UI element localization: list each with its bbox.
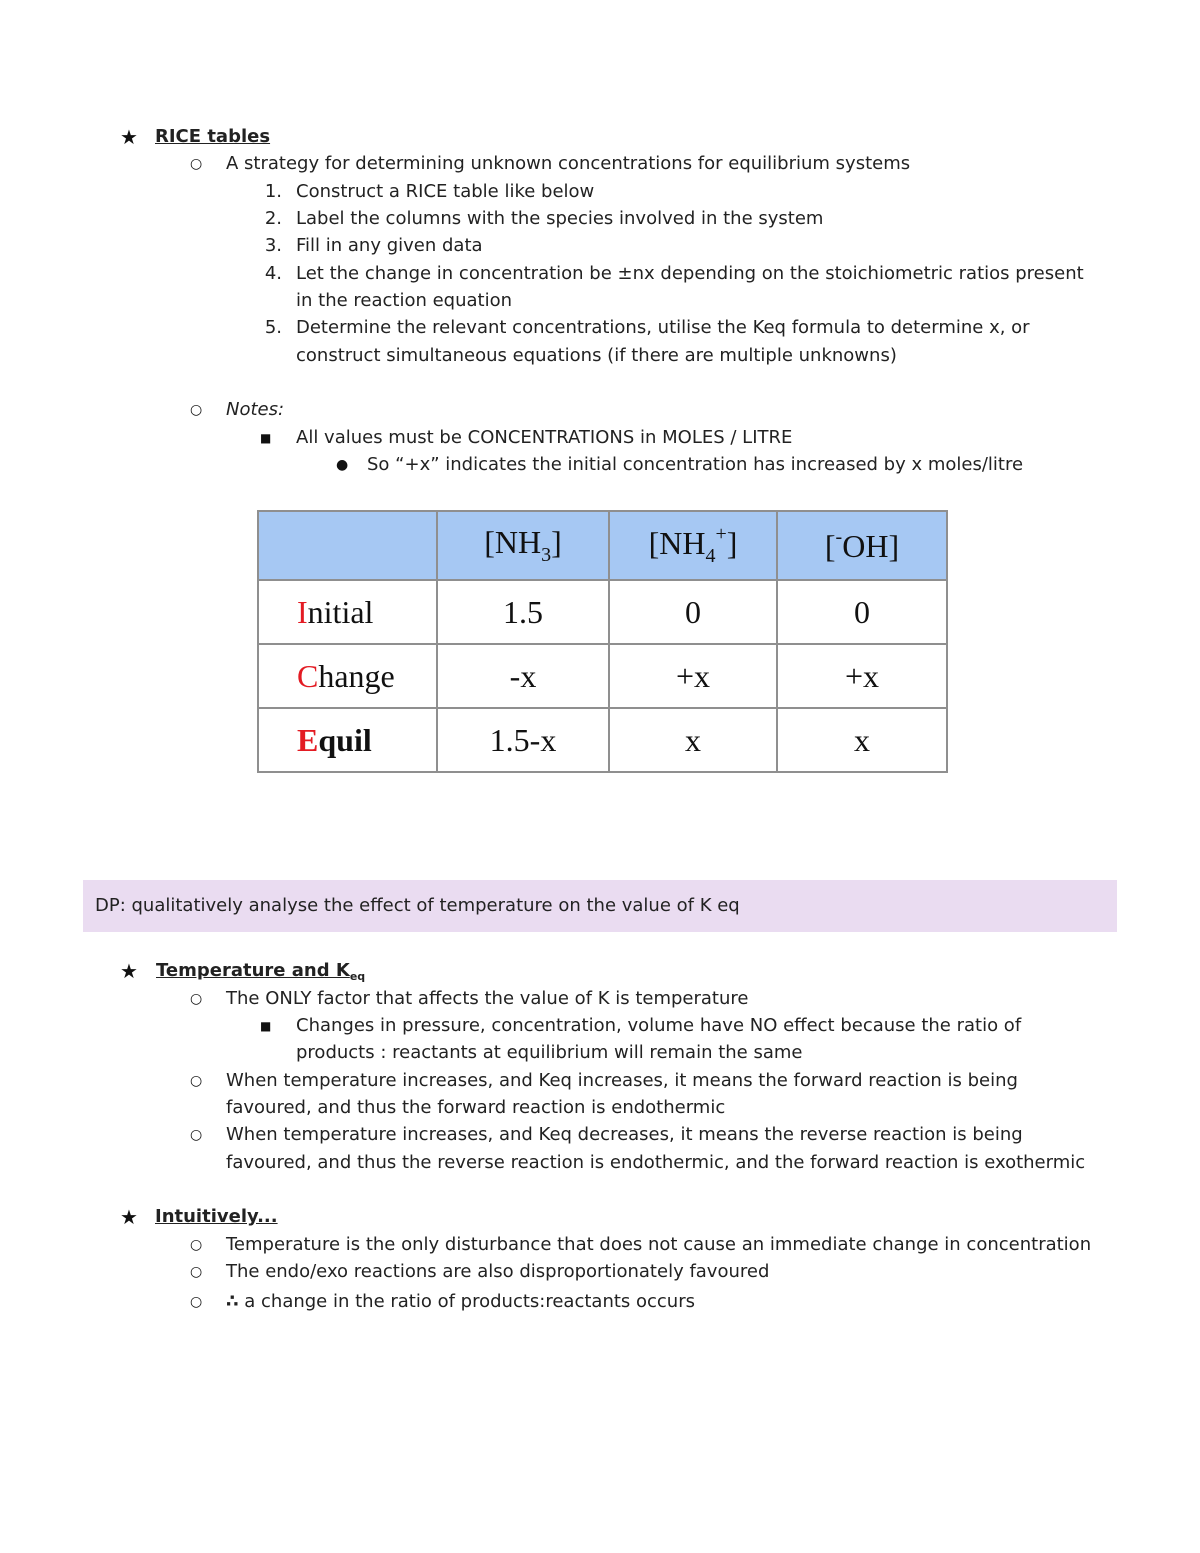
step-number: 3. xyxy=(264,235,282,256)
bullet-text: When temperature increases, and Keq increases, it means the forward reaction is being xyxy=(226,1070,1018,1091)
bullet-text: favoured, and thus the forward reaction is endothermic xyxy=(226,1097,726,1118)
table-cell: x xyxy=(609,708,777,772)
rice-heading: RICE tables xyxy=(155,126,271,147)
bullet-text: Temperature is the only disturbance that does not cause an immediate change in concentration xyxy=(226,1234,1092,1255)
table-header-cell: [-OH] xyxy=(777,511,947,580)
star-bullet-icon: ★ xyxy=(120,959,138,983)
notes-label: Notes: xyxy=(226,399,285,420)
step-number: 2. xyxy=(264,208,282,229)
table-row xyxy=(258,580,947,644)
circle-bullet-icon: ○ xyxy=(190,1127,203,1143)
circle-bullet-icon: ○ xyxy=(190,1073,203,1089)
step-text: Let the change in concentration be ±nx depending on the stoichiometric ratios present xyxy=(296,263,1084,284)
bullet-text: The endo/exo reactions are also disproportionately favoured xyxy=(226,1261,770,1282)
circle-bullet-icon: ○ xyxy=(190,1237,203,1253)
step-number: 4. xyxy=(264,263,282,284)
dot-bullet-icon: ● xyxy=(336,457,349,473)
table-cell: x xyxy=(777,708,947,772)
step-text: Construct a RICE table like below xyxy=(296,181,595,202)
intuitively-heading: Intuitively... xyxy=(155,1206,278,1227)
dot-point-text: DP: qualitatively analyse the effect of temperature on the value of K eq xyxy=(95,895,740,916)
table-cell: 0 xyxy=(609,580,777,644)
table-row xyxy=(258,708,947,772)
table-cell: 0 xyxy=(777,580,947,644)
square-bullet-icon: ■ xyxy=(260,1019,272,1033)
bullet-text: ∴ a change in the ratio of products:reactants occurs xyxy=(226,1291,695,1312)
table-corner-cell xyxy=(258,511,437,580)
bullet-text: favoured, and thus the reverse reaction is endothermic, and the forward reaction is exothermic xyxy=(226,1152,1086,1173)
row-label: Initial xyxy=(258,580,437,644)
dot-point-box xyxy=(83,880,1117,932)
star-bullet-icon: ★ xyxy=(120,125,138,149)
step-number: 5. xyxy=(264,317,282,338)
step-text: in the reaction equation xyxy=(296,290,513,311)
row-label: Equil xyxy=(258,708,437,772)
step-text: construct simultaneous equations (if there are multiple unknowns) xyxy=(296,345,897,366)
table-header-row xyxy=(258,511,947,580)
table-cell: +x xyxy=(609,644,777,708)
rice-table xyxy=(257,510,948,773)
rice-definition: A strategy for determining unknown concentrations for equilibrium systems xyxy=(226,153,911,174)
note-text: So “+x” indicates the initial concentration has increased by x moles/litre xyxy=(367,454,1024,475)
circle-bullet-icon: ○ xyxy=(190,402,203,418)
table-row xyxy=(258,644,947,708)
table-header-cell: $[NH_4^+]$ xyxy=(609,511,777,580)
circle-bullet-icon: ○ xyxy=(190,156,203,172)
temperature-heading: Temperature and $K_{eq}$ xyxy=(156,960,366,983)
bullet-text: Changes in pressure, concentration, volume have NO effect because the ratio of xyxy=(296,1015,1022,1036)
row-label: Change xyxy=(258,644,437,708)
table-cell: -x xyxy=(437,644,609,708)
step-number: 1. xyxy=(264,181,282,202)
table-cell: 1.5-x xyxy=(437,708,609,772)
step-text: Label the columns with the species involved in the system xyxy=(296,208,824,229)
table-cell: 1.5 xyxy=(437,580,609,644)
bullet-text: products : reactants at equilibrium will remain the same xyxy=(296,1042,803,1063)
bullet-text: The ONLY factor that affects the value of K is temperature xyxy=(226,988,749,1009)
note-text: All values must be CONCENTRATIONS in MOLES / LITRE xyxy=(296,427,793,448)
circle-bullet-icon: ○ xyxy=(190,991,203,1007)
circle-bullet-icon: ○ xyxy=(190,1294,203,1310)
step-text: Fill in any given data xyxy=(296,235,483,256)
bullet-text: When temperature increases, and Keq decreases, it means the reverse reaction is being xyxy=(226,1124,1023,1145)
star-bullet-icon: ★ xyxy=(120,1205,138,1229)
table-cell: +x xyxy=(777,644,947,708)
therefore-symbol: ∴ xyxy=(226,1291,239,1312)
circle-bullet-icon: ○ xyxy=(190,1264,203,1280)
step-text: Determine the relevant concentrations, utilise the Keq formula to determine x, or xyxy=(296,317,1030,338)
table-header-cell: $[NH_3]$ xyxy=(437,511,609,580)
square-bullet-icon: ■ xyxy=(260,431,272,445)
